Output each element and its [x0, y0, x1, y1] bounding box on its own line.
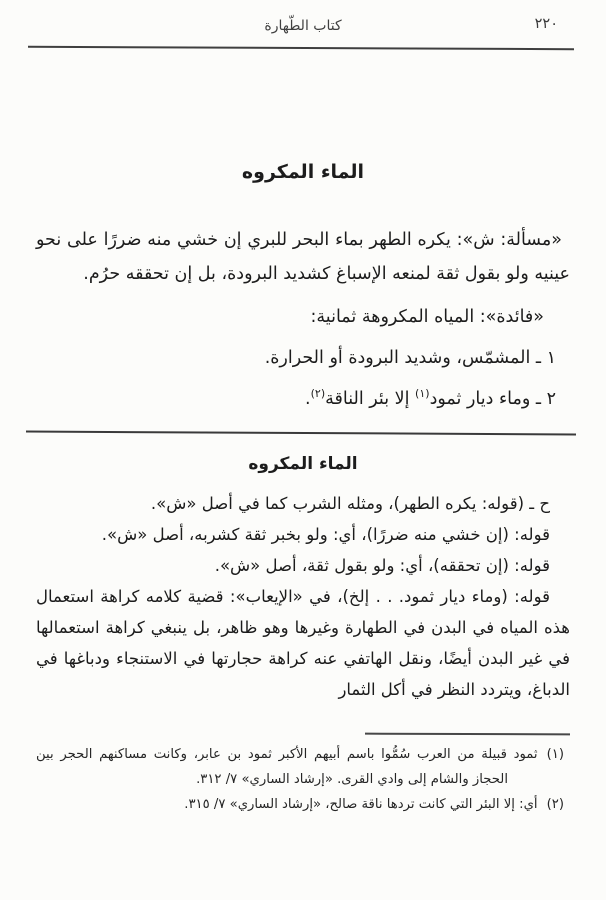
- header-rule: [28, 46, 574, 50]
- matn-paragraph-faida: «فائدة»: المياه المكروهة ثمانية:: [310, 307, 544, 327]
- footnote-1-text: ثمود قبيلة من العرب سُمُّوا باسم أبيهم الأكبر ثمود بن عابر، وكانت مساكنهم الحجر بين الحجاز والشام إلى وادي القرى. «إرشاد الساري» ٧/ ٣١٢.: [36, 746, 538, 787]
- footnote-1: [36, 742, 564, 792]
- list-item-2-text: .: [305, 389, 311, 409]
- running-title: كتاب الطّهارة: [264, 18, 342, 34]
- footnote-1-marker: (١): [546, 746, 564, 762]
- footnote-2: [36, 792, 564, 817]
- list-item-2: [36, 382, 556, 416]
- page-header: [36, 16, 570, 40]
- commentary-paragraph: قوله: (إن تحققه)، أي: ولو بقول ثقة، أصل «ش».: [214, 556, 550, 575]
- footnote-ref-1: (١): [415, 387, 430, 401]
- list-item-1: ١ ـ المشمّس، وشديد البرودة أو الحرارة.: [264, 348, 556, 368]
- matn-paragraph-masala: «مسألة: ش»: يكره الطهر بماء البحر للبري إن خشي منه ضررًا على نحو عينيه ولو بقول ثقة لمنعه الإسباغ كشديد البرودة، بل إن تحققه حرُم.: [36, 230, 570, 284]
- page-number: ٢٢٠: [534, 16, 558, 32]
- section-divider: [26, 431, 576, 436]
- footnote-2-marker: (٢): [546, 796, 564, 812]
- commentary-paragraph: ح ـ (قوله: يكره الطهر)، ومثله الشرب كما في أصل «ش».: [150, 494, 550, 513]
- commentary-paragraph: قوله: (وماء ديار ثمود. . . إلخ)، في «الإيعاب»: قضية كلامه كراهة استعمال هذه المياه في البدن في الطهارة وغيرها وهو ظاهر، بل ينبغي كراهة استعمالها في غير البدن أيضًا، ونقل الهاتفي عنه كراهة حجارتها في الاستنجاء ودباغها في الدباغ، ويتردد النظر في أكل الثمار: [36, 587, 570, 699]
- chapter-title: الماء المكروه: [241, 161, 365, 183]
- list-item-2-text: إلا بئر الناقة: [325, 389, 416, 409]
- commentary-title: الماء المكروه: [248, 454, 358, 474]
- commentary-paragraph: قوله: (إن خشي منه ضررًا)، أي: ولو بخبر ثقة كشربه، أصل «ش».: [101, 525, 550, 544]
- footnote-2-text: أي: إلا البئر التي كانت تردها ناقة صالح، «إرشاد الساري» ٧/ ٣١٥.: [184, 796, 538, 812]
- list-item-2-text: ٢ ـ وماء ديار ثمود: [429, 389, 556, 409]
- footnote-divider: [365, 733, 570, 735]
- footnote-ref-2: (٢): [310, 387, 326, 401]
